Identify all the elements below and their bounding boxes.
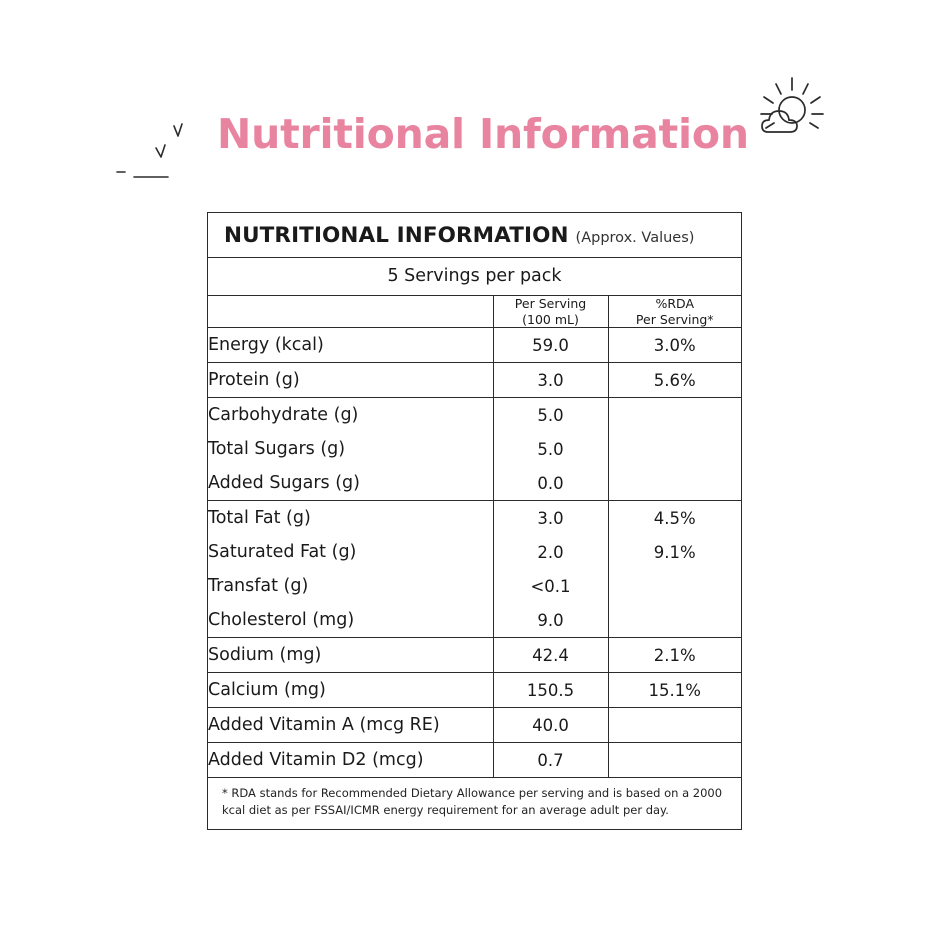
table-row (208, 708, 741, 743)
page-header (0, 96, 940, 206)
row-rda: 15.1% (608, 673, 741, 708)
header-rda-line2: Per Serving* (635, 311, 714, 327)
table-header-row (208, 296, 741, 328)
row-rda (608, 708, 741, 743)
header-rda-line1: %RDA (655, 296, 695, 311)
table-row (208, 638, 741, 673)
header-per-serving-line2: (100 mL) (522, 311, 579, 327)
row-value: 5.0 (493, 398, 608, 433)
row-rda: 9.1% (653, 542, 696, 562)
row-label: Calcium (mg) (208, 673, 493, 708)
row-value: <0.1 (493, 569, 608, 603)
sun-icon (748, 70, 838, 160)
row-label: Added Vitamin A (mcg RE) (208, 708, 493, 743)
row-rda: 2.1% (608, 638, 741, 673)
row-rda (608, 398, 741, 433)
table-row (208, 466, 741, 501)
row-rda (608, 603, 741, 638)
row-value: 40.0 (493, 708, 608, 743)
row-value: 3.0 (493, 501, 608, 536)
table-row (208, 398, 741, 433)
table-row (208, 603, 741, 638)
table-row (208, 743, 741, 778)
table-row (208, 432, 741, 466)
table-row (208, 363, 741, 398)
panel-title-note: (Approx. Values) (575, 230, 695, 246)
row-value: 9.0 (493, 603, 608, 638)
row-value: 150.5 (493, 673, 608, 708)
row-value: 3.0 (493, 363, 608, 398)
servings-per-pack: 5 Servings per pack (208, 258, 741, 296)
table-row (208, 501, 741, 536)
table-row (208, 535, 741, 569)
header-rda (608, 296, 741, 328)
table-row (208, 673, 741, 708)
nutrition-information-panel (207, 212, 742, 830)
table-row (208, 569, 741, 603)
header-per-serving (493, 296, 608, 328)
row-rda (608, 743, 741, 778)
nutrition-table (208, 296, 741, 777)
row-label: Transfat (g) (208, 569, 493, 603)
row-value: 0.7 (493, 743, 608, 778)
row-label: Cholesterol (mg) (208, 603, 493, 638)
panel-title: NUTRITIONAL INFORMATION (224, 223, 569, 248)
row-label: Sodium (mg) (208, 638, 493, 673)
row-rda (608, 569, 741, 603)
row-rda: 5.6% (608, 363, 741, 398)
header-blank-cell (208, 296, 493, 328)
row-value: 5.0 (493, 432, 608, 466)
row-label: Added Sugars (g) (208, 466, 493, 501)
row-label: Carbohydrate (g) (208, 398, 493, 433)
row-label: Protein (g) (208, 363, 493, 398)
header-per-serving-line1: Per Serving (514, 296, 587, 311)
row-label: Added Vitamin D2 (mcg) (208, 743, 493, 778)
row-value: 42.4 (493, 638, 608, 673)
row-rda: 4.5% (608, 501, 741, 536)
row-value: 0.0 (493, 466, 608, 501)
panel-title-row (208, 213, 741, 258)
row-label: Total Sugars (g) (208, 432, 493, 466)
row-label: Saturated Fat (g) (208, 535, 493, 569)
row-rda (608, 432, 741, 466)
table-row (208, 328, 741, 363)
row-label: Total Fat (g) (208, 501, 493, 536)
page-title: Nutritional Information (217, 110, 749, 158)
sparkles-icon (112, 116, 208, 182)
row-rda: 3.0% (608, 328, 741, 363)
row-value: 2.0 (493, 535, 608, 569)
row-rda (608, 466, 741, 501)
row-label: Energy (kcal) (208, 328, 493, 363)
rda-footnote: * RDA stands for Recommended Dietary Allowance per serving and is based on a 2000 kcal diet as per FSSAI/ICMR energy requirement for an average adult per day. (208, 777, 741, 828)
row-value: 59.0 (493, 328, 608, 363)
